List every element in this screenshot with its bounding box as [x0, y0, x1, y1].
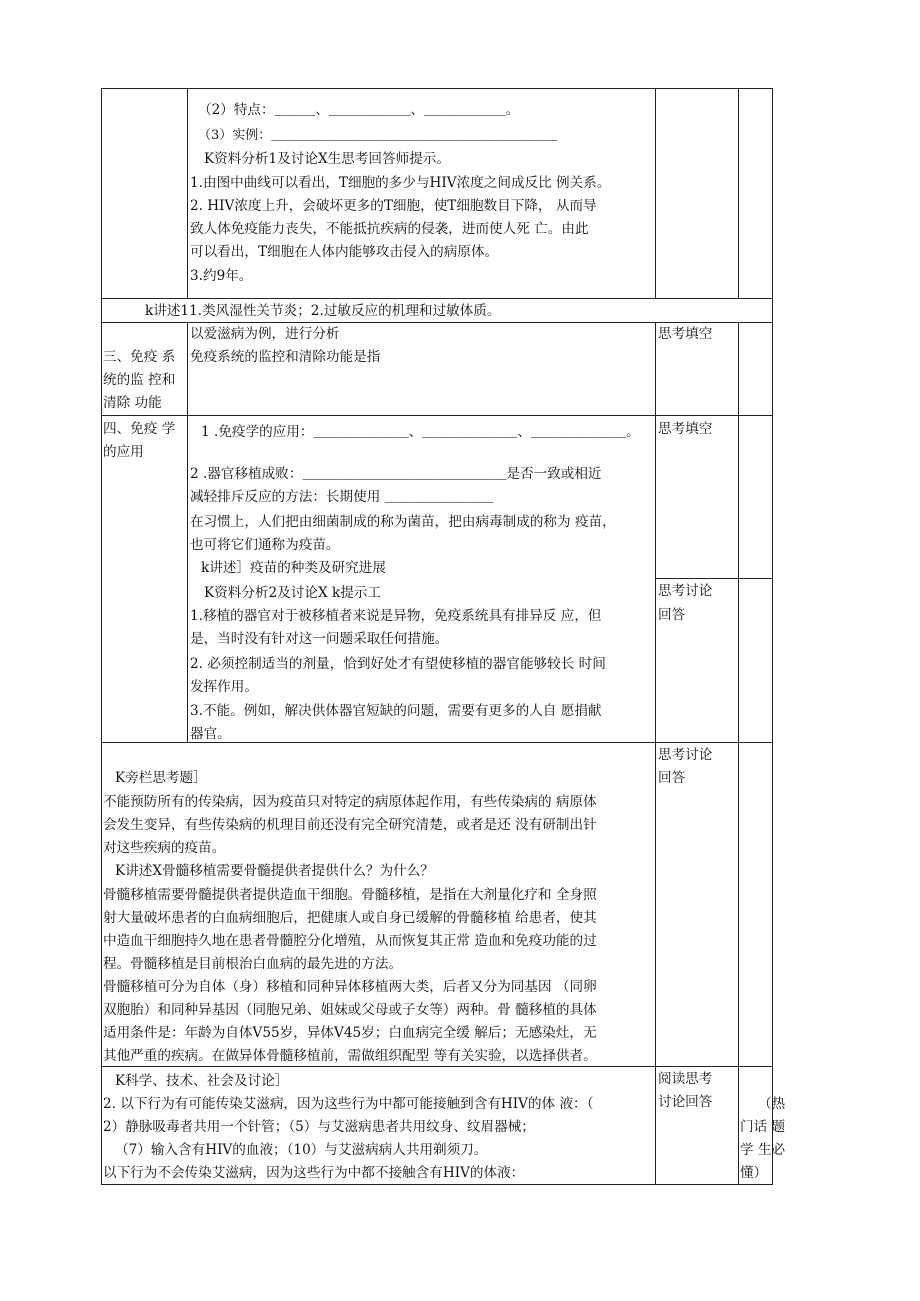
row5-line-6: 3.不能。例如，解决供体器官短缺的问题，需要有更多的人自 愿捐献 — [190, 703, 602, 719]
row7-right-2: 讨论回答 — [658, 1094, 713, 1110]
row7-far-3: 学 生必 — [740, 1142, 786, 1158]
row1-line-4: 1.由图中曲线可以看出，T细胞的多少与HIV浓度之间成反比 例关系。 — [190, 175, 611, 191]
col-line-c1 — [738, 88, 739, 298]
row3-left-3: 清除 功能 — [103, 395, 162, 411]
row7-line-3: 2）静脉吸毒者共用一个针管；（5）与艾滋病患者共用纹身、纹眉器械； — [103, 1119, 535, 1135]
table-border-left — [101, 88, 102, 1185]
row4-line-1: 1 .免疫学的应用：＿＿＿＿＿＿＿、＿＿＿＿＿＿＿、＿＿＿＿＿＿＿。 — [201, 424, 640, 440]
row3-line-1: 以爱滋病为例，进行分析 — [190, 326, 340, 342]
col-line-a2 — [187, 322, 188, 743]
row1-line-7: 可以看出，T细胞在人体内能够攻击侵入的病原体。 — [190, 244, 499, 260]
table-border-right — [772, 88, 773, 1185]
row4-line-3: 减轻排斥反应的方法：长期使用 ＿＿＿＿＿＿＿＿ — [190, 489, 494, 505]
row6-line-13: 其他严重的疾病。在做异体骨髓移植前，需做组织配型 等有关实验，以选择供者。 — [103, 1048, 597, 1064]
row4-line-4: 在习惯上，人们把由细菌制成的称为菌苗，把由病毒制成的称为 疫苗， — [190, 514, 616, 530]
row7-far-4: 懂） — [740, 1165, 768, 1181]
row5-right-1: 思考讨论 — [658, 583, 713, 599]
row6-line-8: 中造血干细胞持久地在患者骨髓腔分化增殖，从而恢复其正常 造血和免疫功能的过 — [103, 933, 597, 949]
row-line-4 — [655, 578, 773, 579]
row4-left-2: 的应用 — [103, 444, 144, 460]
row5-line-7: 器官。 — [190, 726, 231, 742]
row1-line-5: 2. HIV浓度上升，会破坏更多的T细胞，使T细胞数目下降， 从而导 — [190, 198, 597, 214]
row2-text: k讲述11.类风湿性关节炎；2.过敏反应的机理和过敏体质。 — [145, 303, 501, 319]
row6-line-9: 程。骨髓移植是目前根治白血病的最先进的方法。 — [103, 956, 403, 972]
row6-line-11: 双胞胎）和同种异基因（同胞兄弟、姐妹或父母或子女等）两种。骨 髓移植的具体 — [103, 1002, 597, 1018]
row1-line-1: （2）特点：＿＿＿、＿＿＿＿＿＿、＿＿＿＿＿＿。 — [198, 102, 520, 118]
row-line-1 — [101, 298, 773, 299]
row6-line-4: 对这些疾病的疫苗。 — [103, 840, 226, 856]
row1-line-8: 3.约9年。 — [190, 268, 253, 284]
row4-line-2: 2 .器官移植成败：＿＿＿＿＿＿＿＿＿＿＿＿＿＿＿是否一致或相近 — [190, 466, 602, 482]
row6-line-12: 适用条件是：年龄为自体V55岁，异体V45岁；白血病完全缓 解后；无感染灶，无 — [103, 1025, 597, 1041]
row6-line-2: 不能预防所有的传染病，因为疫苗只对特定的病原体起作用，有些传染病的 病原体 — [103, 794, 597, 810]
row7-line-1: K科学、技术、社会及讨论］ — [115, 1073, 289, 1089]
row1-line-6: 致人体免疫能力丧失，不能抵抗疾病的侵袭，进而使人死 亡。由此 — [190, 221, 589, 237]
row6-line-5: K讲述X骨髓移植需要骨髓提供者提供什么？为什么？ — [115, 863, 434, 879]
col-line-b2 — [655, 322, 656, 1184]
row6-line-6: 骨髓移植需要骨髓提供者提供造血干细胞。骨髓移植，是指在大剂量化疗和 全身照 — [103, 887, 597, 903]
row5-line-4: 2. 必须控制适当的剂量，恰到好处才有望使移植的器官能够较长 时间 — [190, 656, 606, 672]
row7-line-2: 2. 以下行为有可能传染艾滋病，因为这些行为中都可能接触到含有HIV的体 液：（ — [103, 1096, 594, 1112]
row4-left-1: 四、免疫 学 — [103, 421, 176, 437]
row5-line-3: 是，当时没有针对这一问题采取任何措施。 — [190, 631, 449, 647]
row6-line-3: 会发生变异，有些传染病的机理目前还没有完全研究清楚，或者是还 没有研制出针 — [103, 817, 597, 833]
row6-right-1: 思考讨论 — [658, 747, 713, 763]
col-line-b1 — [655, 88, 656, 298]
row4-line-6: k讲述］疫苗的种类及研究进展 — [201, 560, 386, 576]
row4-right: 思考填空 — [658, 421, 713, 437]
row7-line-5: 以下行为不会传染艾滋病，因为这些行为中都不接触含有HIV的体液： — [103, 1165, 525, 1181]
col-line-c2 — [738, 322, 739, 1184]
row-line-3 — [101, 415, 773, 416]
row1-line-2: （3）实例：＿＿＿＿＿＿＿＿＿＿＿＿＿＿＿＿＿＿＿＿＿＿ — [198, 128, 558, 143]
row6-line-10: 骨髓移植可分为自体（身）移植和同种异体移植两大类，后者又分为同基因 （同卵 — [103, 979, 597, 995]
row5-line-5: 发挥作用。 — [190, 679, 258, 695]
row5-line-1: K资料分析2及讨论X k提示工 — [204, 585, 381, 601]
row6-line-1: K旁栏思考题］ — [115, 770, 207, 786]
row7-right-1: 阅读思考 — [658, 1071, 713, 1087]
col-line-a1 — [187, 88, 188, 298]
row4-line-5: 也可将它们通称为疫苗。 — [190, 537, 340, 553]
row6-right-2: 回答 — [658, 770, 686, 786]
row3-left-2: 统的监 控和 — [103, 372, 176, 388]
table-border-top — [101, 88, 773, 89]
row1-line-3: K资料分析1及讨论X生思考回答师提示。 — [204, 151, 450, 167]
row6-line-7: 射大量破坏患者的白血病细胞后，把健康人或自身已缓解的骨髓移植 给患者，使其 — [103, 910, 597, 926]
row7-line-4: （7）输入含有HIV的血液；（10）与艾滋病病人共用剃须刀。 — [115, 1142, 488, 1158]
row3-left-1: 三、免疫 系 — [103, 349, 176, 365]
row3-line-2: 免疫系统的监控和清除功能是指 — [190, 349, 381, 365]
row5-right-2: 回答 — [658, 607, 686, 623]
row5-line-2: 1.移植的器官对于被移植者来说是异物，免疫系统具有排异反 应，但 — [190, 608, 602, 624]
row7-far-2: 门话 题 — [740, 1119, 786, 1135]
row7-far-1: （热 — [758, 1096, 786, 1112]
row3-right: 思考填空 — [658, 326, 713, 342]
